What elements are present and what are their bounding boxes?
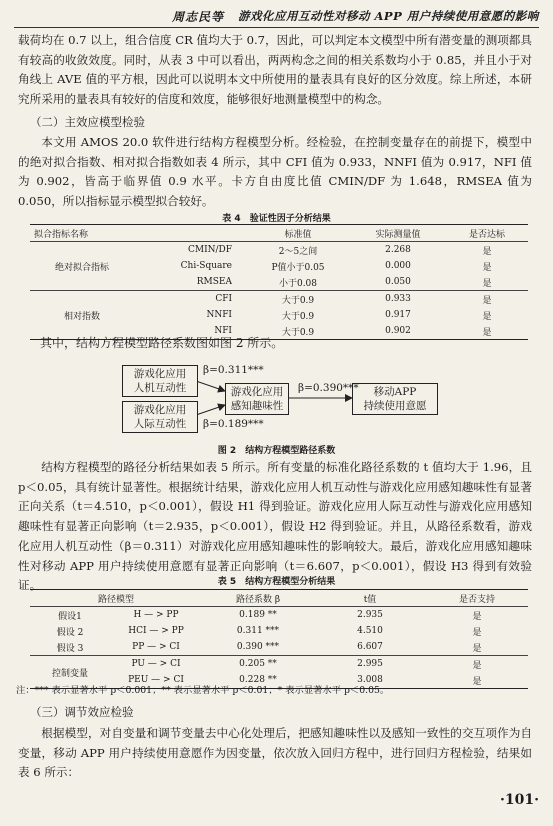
- table5-header-path: 路径模型: [97, 594, 134, 605]
- coef-pci: β=0.189***: [203, 418, 264, 430]
- table5-cell-beta: 0.189 **: [239, 610, 277, 620]
- intro-paragraph: 载荷均在 0.7 以上，组合信度 CR 值均大于 0.7，因此，可以判定本文模型中所有潜变量的测项都具有较高的收敛效度。同时，从表 3 中可以看出，两两构念之间的相关系数均小于 0.85，并且小于对角线上 AVE 值的平方根，因此可以说明本文中所使用的量表具有良好的区分效度。综上所述，本研究所采用的量表具有较好的信度和效度，能够很好地测量模型中的构念。: [18, 33, 532, 107]
- table4-header-value: 实际测量值: [375, 229, 421, 240]
- table5-header-row: [30, 590, 528, 607]
- table4-cell-standard: 大于0.9: [281, 327, 315, 338]
- table5-cell-label: 假设 3: [56, 643, 84, 654]
- table4-header-name: 拟合指标名称: [34, 229, 89, 240]
- coef-pp: β=0.390***: [298, 382, 359, 394]
- table5-cell-beta: 0.311 ***: [236, 626, 280, 636]
- table5-header-beta: 路径系数 β: [235, 594, 281, 605]
- table5-cell-t: 3.008: [357, 675, 383, 685]
- node-ci-line1: 移动APP: [373, 386, 417, 398]
- table5-cell-beta: 0.205 **: [239, 659, 277, 669]
- table4-cell-pass: 是: [482, 311, 492, 322]
- table4-cell-pass: 是: [482, 295, 492, 306]
- table4-cell-value: 0.902: [385, 326, 411, 336]
- table-row: [30, 656, 528, 673]
- coef-hci: β=0.311***: [203, 364, 264, 376]
- section2-heading: （二）主效应模型检验: [30, 115, 145, 129]
- table4-cell-standard: P值小于0.05: [271, 262, 325, 273]
- table5-cell-path: HCI — > PP: [128, 626, 184, 636]
- table5: [30, 589, 528, 689]
- table-row: [30, 291, 528, 308]
- table5-caption: 表 5 结构方程模型分析结果: [217, 577, 336, 587]
- table4-cell-name: NFI: [214, 326, 232, 336]
- table4-group-relative: 相对指数: [63, 311, 100, 322]
- table5-cell-t: 2.935: [357, 610, 383, 620]
- table5-cell-t: 6.607: [357, 642, 383, 652]
- table4-cell-value: 2.268: [385, 245, 411, 255]
- node-ci: [352, 383, 438, 415]
- node-pci-line2: 人际互动性: [133, 418, 187, 430]
- table4-header-pass: 是否达标: [468, 229, 505, 240]
- section2-paragraph: 本文用 AMOS 20.0 软件进行结构方程模型分析。经检验，在控制变量存在的前提下，模型中的绝对拟合指数、相对拟合指数如表 4 所示，其中 CFI 值为 0.933，NNFI 值为 0.917，NFI 值为 0.902，皆高于临界值 0.9 水平。卡方自由度比值 CMIN/DF 为 1.648，RMSEA 值为 0.050，所以指标显示模型拟合较好。: [18, 135, 532, 209]
- header-running-title: 游戏化应用互动性对移动 APP 用户持续使用意愿的影响: [238, 9, 539, 23]
- node-pp-line2: 感知趣味性: [230, 400, 284, 412]
- table4-cell-pass: 是: [482, 246, 492, 257]
- arrow-pci-to-pp: [196, 405, 225, 415]
- table5-cell-support: 是: [472, 643, 482, 654]
- table4-header-standard: 标准值: [284, 229, 312, 240]
- table4-cell-name: CMIN/DF: [187, 245, 232, 255]
- table5-cell-support: 是: [472, 660, 482, 671]
- table4-cell-pass: 是: [482, 278, 492, 289]
- table4-cell-value: 0.917: [385, 310, 411, 320]
- table-row: [30, 639, 528, 656]
- page-number: ·101·: [500, 792, 539, 808]
- table5-cell-support: 是: [472, 611, 482, 622]
- figure-intro: 其中，结构方程模型路径系数图如图 2 所示。: [40, 336, 284, 350]
- table5-cell-t: 4.510: [357, 626, 383, 636]
- table4-cell-standard: 小于0.08: [278, 278, 318, 289]
- table4-cell-value: 0.933: [385, 294, 411, 304]
- table5-header-support: 是否支持: [458, 594, 495, 605]
- table4-cell-pass: 是: [482, 262, 492, 273]
- table4-cell-standard: 2～5之间: [278, 246, 318, 257]
- section3-heading: （三）调节效应检验: [30, 705, 134, 719]
- table5-cell-path: PEU — > CI: [128, 675, 184, 685]
- header-rule: [14, 27, 539, 28]
- table4-cell-standard: 大于0.9: [281, 295, 315, 306]
- table4-cell-value: 0.050: [385, 277, 411, 287]
- node-ci-line2: 持续使用意愿: [363, 400, 427, 412]
- node-hci-line2: 人机互动性: [133, 382, 187, 394]
- path-paragraph: 结构方程模型的路径分析结果如表 5 所示。所有变量的标准化路径系数的 t 值均大于 1.96，且 p＜0.05，具有统计显著性。根据统计结果，游戏化应用人机互动性与游戏化应用感知趣味性有显著正向关系（t＝4.510，p＜0.001），假设 H1 得到验证。游戏化应用人际互动性与游戏化应用感知趣味性有显著正向影响（t＝2.935，p＜0.001），假设 H2 得到验证。并且，从路径系数看，游戏化应用人机互动性（β＝0.311）对游戏化应用感知趣味性的影响较大。最后，游戏化应用感知趣味性对移动 APP 用户持续使用意愿有显著正向影响（t＝6.607，p＜0.001），假设 H3 得到有效验证。: [18, 460, 532, 593]
- table5-cell-path: H — > PP: [133, 610, 179, 620]
- table5-cell-beta: 0.390 ***: [236, 642, 280, 652]
- table5-cell-support: 是: [472, 676, 482, 687]
- node-pp: [225, 383, 289, 415]
- node-hci-line1: 游戏化应用: [133, 368, 187, 380]
- table4-cell-pass: 是: [482, 327, 492, 338]
- table4-cell-name: NNFI: [206, 310, 232, 320]
- table5-cell-label: 假设1: [58, 611, 82, 622]
- node-pci: [122, 401, 198, 433]
- table5-note: 注：*** 表示显著水平 p＜0.001；** 表示显著水平 p＜0.01；* 表示显著水平 p＜0.05。: [16, 685, 390, 696]
- table-row: [30, 242, 528, 259]
- table-row: [30, 623, 528, 639]
- node-pci-line1: 游戏化应用: [133, 404, 187, 416]
- running-header: [0, 0, 553, 28]
- table5-cell-support: 是: [472, 627, 482, 638]
- header-author: 周志民等: [172, 10, 225, 24]
- figure2-diagram: [0, 355, 553, 440]
- table4-cell-standard: 大于0.9: [281, 311, 315, 322]
- table5-cell-beta: 0.228 **: [239, 675, 277, 685]
- table4-header-row: [30, 225, 528, 242]
- table5-cell-t: 2.995: [357, 659, 383, 669]
- table4-group-absolute: 绝对拟合指标: [54, 262, 109, 273]
- table4-caption: 表 4 验证性因子分析结果: [222, 214, 331, 224]
- node-pp-line1: 游戏化应用: [230, 386, 284, 398]
- table5-header-t: t值: [363, 594, 377, 605]
- table4-cell-name: Chi-Square: [180, 261, 232, 271]
- table5-cell-label: 假设 2: [56, 627, 84, 638]
- table5-cell-path: PP — > CI: [132, 642, 180, 652]
- figure2-caption: 图 2 结构方程模型路径系数: [217, 446, 336, 456]
- table4-cell-value: 0.000: [385, 261, 411, 271]
- section3-paragraph: 根据模型，对自变量和调节变量去中心化处理后，把感知趣味性以及感知一致性的交互项作为自变量，移动 APP 用户持续使用意愿作为因变量，依次放入回归方程中，进行回归方程检验，结果如表 6 所示：: [18, 726, 532, 780]
- table4-cell-name: CFI: [215, 294, 232, 304]
- table4: [30, 224, 528, 340]
- table5-cell-path: PU — > CI: [131, 659, 181, 669]
- table-row: [30, 607, 528, 624]
- node-hci: [122, 365, 198, 397]
- table4-cell-name: RMSEA: [196, 277, 232, 287]
- arrow-hci-to-pp: [196, 381, 225, 391]
- table5-control-label: 控制变量: [51, 668, 88, 679]
